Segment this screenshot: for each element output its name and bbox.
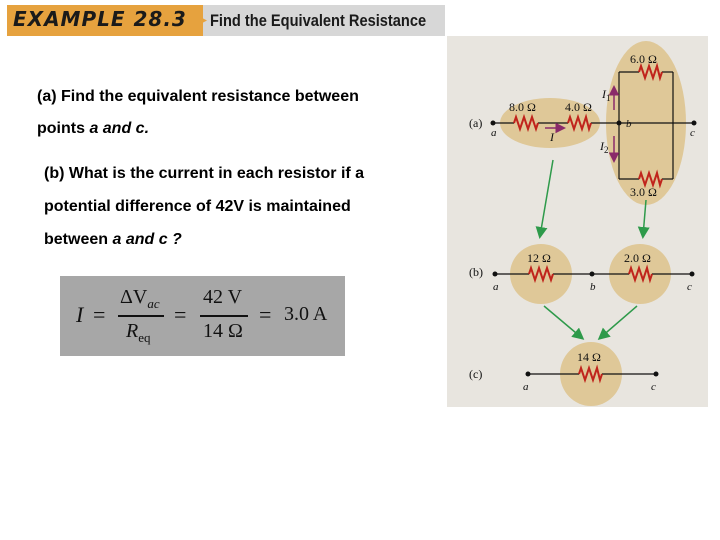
equation-frac1-bar [118,315,164,317]
equation-equals-2: = [174,302,187,327]
equation-equals-3: = [259,302,272,327]
label-3ohm: 3.0 Ω [630,185,657,199]
node-c-part-a [692,121,697,126]
label-8ohm: 8.0 Ω [509,100,536,114]
arrow-b-left-to-c [544,306,582,338]
node-b-label-part-b: b [590,281,596,293]
frac1-numerator-sub: ac [147,296,160,311]
node-c-part-c [654,372,659,377]
circuit-diagram [447,36,708,407]
node-c-label-part-a: c [690,127,695,139]
node-b-label-part-a: b [626,118,632,130]
frac1-denominator-text: R [126,320,139,342]
part-b-label: (b) [469,265,483,279]
arrow-a-to-b-right [643,200,646,236]
question-a-line2-prefix: points [37,120,90,137]
node-c-label-part-b: c [687,281,692,293]
question-a-line1: (a) Find the equivalent resistance between [37,88,359,105]
node-a-part-b [493,272,498,277]
equation-equals-1: = [93,302,106,327]
equation-frac1-numerator [120,286,160,312]
node-a-label-part-b: a [493,281,499,293]
part-a-label: (a) [469,116,483,130]
current-I-label: I [550,130,554,144]
arrow-b-right-to-c [600,306,637,338]
question-b-line3-italic: a and c ? [112,231,182,248]
node-b-part-b [590,272,595,277]
question-a-line2 [37,120,149,138]
node-c-part-b [690,272,695,277]
current-I1-sub: 1 [606,93,611,103]
question-b-line3-prefix: between [44,231,113,248]
current-I1-text: I [602,87,606,101]
equation-frac2-bar [200,315,248,317]
equation-frac2-numerator: 42 V [203,286,243,308]
node-b-part-a [617,121,622,126]
question-b-line1: (b) What is the current in each resistor if a [44,165,365,182]
equation-box [60,276,345,356]
label-2ohm: 2.0 Ω [624,251,651,265]
current-I2-sub: 2 [604,145,609,155]
equation-lhs: I [76,302,84,327]
part-c-label: (c) [469,367,483,381]
equation-result: 3.0 A [284,303,328,325]
question-a-line2-italic: a and c. [89,120,150,137]
example-title: Find the Equivalent Resistance [210,11,427,30]
current-I2-text: I [600,139,604,153]
example-label: EXAMPLE 28.3 [13,7,187,31]
question-b-line2: potential difference of 42V is maintained [44,198,351,215]
node-a-label-part-a: a [491,127,497,139]
node-a-label-part-c: a [523,381,529,393]
question-b-line3 [44,231,182,249]
circuit-figure [447,36,708,407]
frac1-numerator-text: ΔV [120,286,148,308]
node-a-part-c [526,372,531,377]
frac1-denominator-sub: eq [138,330,151,345]
equation-frac1-denominator [126,320,151,346]
example-header [7,5,445,36]
node-c-label-part-c: c [651,381,656,393]
label-6ohm: 6.0 Ω [630,52,657,66]
label-12ohm: 12 Ω [527,251,551,265]
arrow-a-to-b-left [540,160,553,236]
label-14ohm: 14 Ω [577,350,601,364]
node-a-part-a [491,121,496,126]
current-I1-label [601,87,611,103]
equation-frac2-denominator: 14 Ω [203,320,243,342]
label-4ohm: 4.0 Ω [565,100,592,114]
